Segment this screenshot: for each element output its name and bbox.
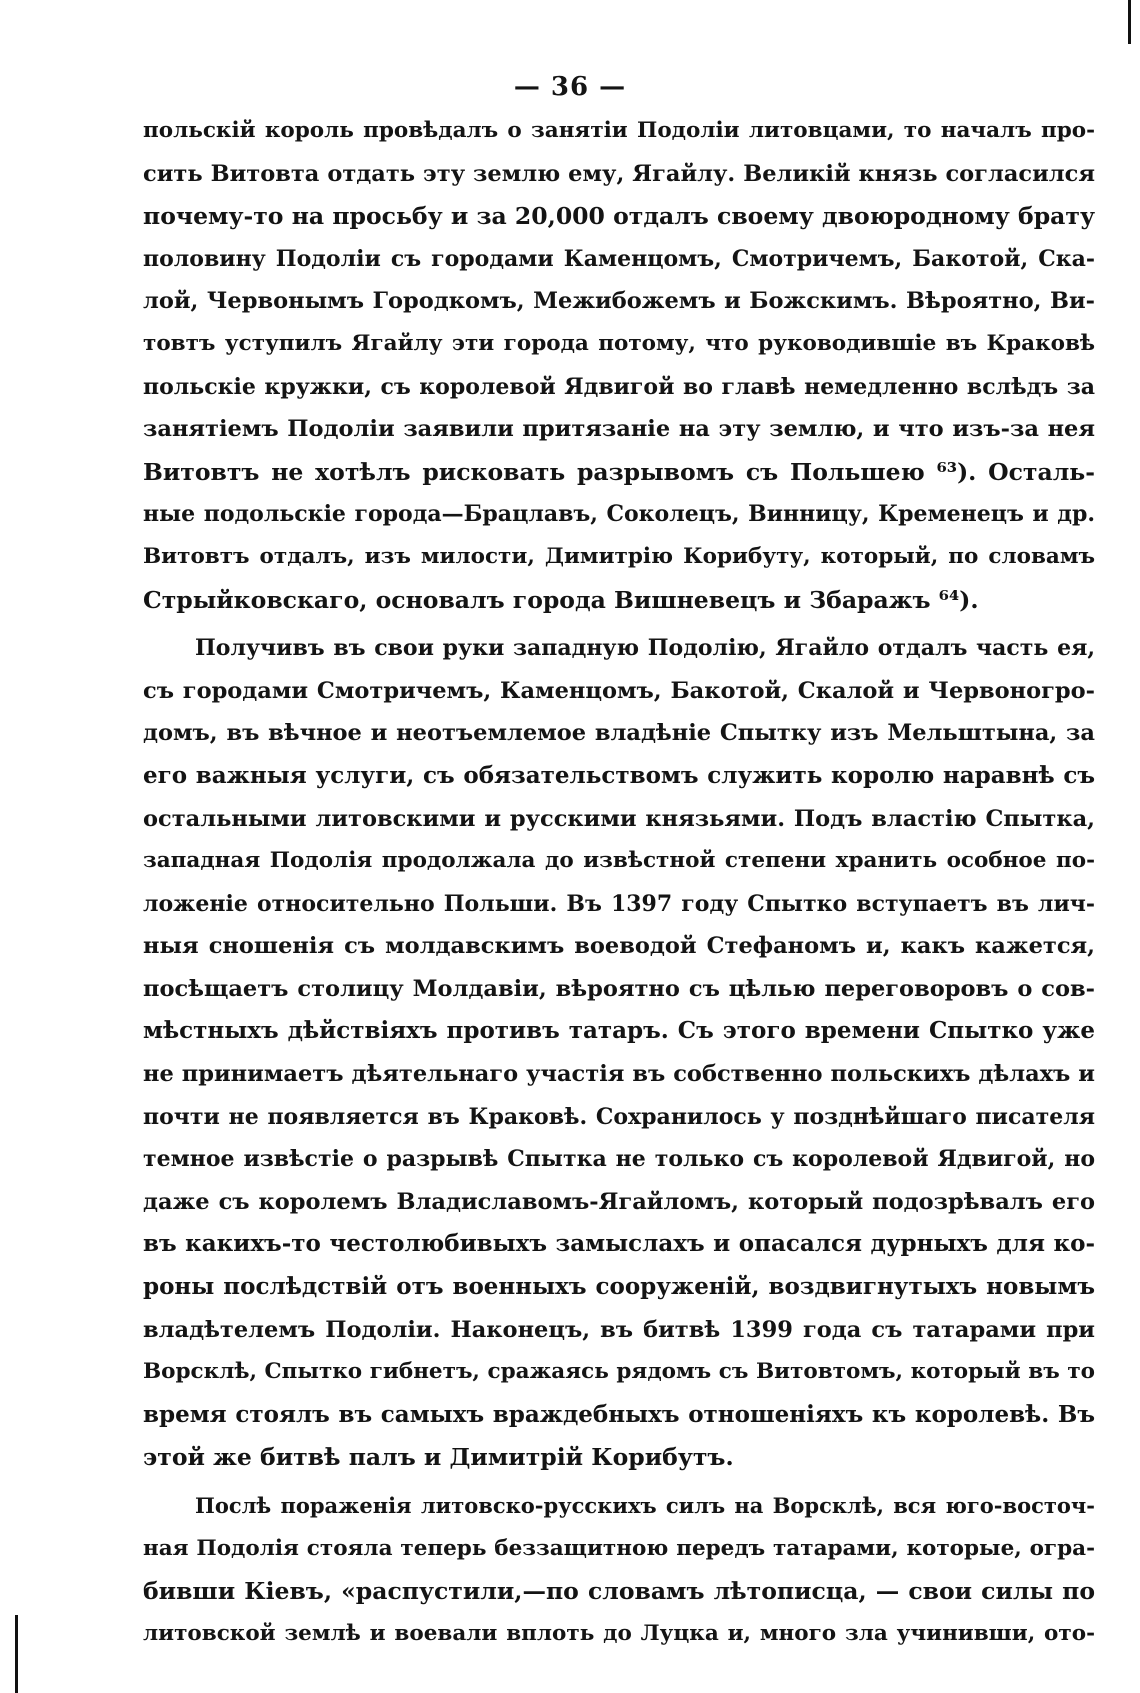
text-line: Витовтъ не хотѣлъ рисковать разрывомъ съ Польшею ⁶³). Осталь- xyxy=(143,457,1095,486)
text-line: домъ, въ вѣчное и неотъемлемое владѣніе Спытку изъ Мельштына, за xyxy=(143,720,1095,747)
text-line: этой же битвѣ палъ и Димитрій Корибутъ. xyxy=(143,1443,734,1472)
text-line: польскій король провѣдалъ о занятіи Подоліи литовцами, то началъ про- xyxy=(143,118,1095,143)
text-line: темное извѣстіе о разрывѣ Спытка не только съ королевой Ядвигой, но xyxy=(143,1146,1095,1173)
text-line: западная Подолія продолжала до извѣстной степени хранить особное по- xyxy=(143,848,1095,874)
text-line: его важныя услуги, съ обязательствомъ служить королю наравнѣ съ xyxy=(143,761,1095,789)
text-line: посѣщаетъ столицу Молдавіи, вѣроятно съ цѣлью переговоровъ о сов- xyxy=(143,975,1095,1002)
text-line: въ какихъ-то честолюбивыхъ замыслахъ и опасался дурныхъ для ко- xyxy=(143,1230,1095,1258)
text-line: половину Подоліи съ городами Каменцомъ, Смотричемъ, Бакотой, Ска- xyxy=(143,245,1095,272)
text-line: владѣтелемъ Подоліи. Наконецъ, въ битвѣ 1399 года съ татарами при xyxy=(143,1316,1095,1343)
text-line: занятіемъ Подоліи заявили притязаніе на эту землю, и что изъ-за нея xyxy=(143,416,1095,443)
scan-edge-mark xyxy=(1128,0,1131,44)
text-line: товтъ уступилъ Ягайлу эти города потому, что руководившіе въ Краковѣ xyxy=(143,330,1095,356)
text-line: съ городами Смотричемъ, Каменцомъ, Бакотой, Скалой и Червоногро- xyxy=(143,677,1095,704)
paragraph xyxy=(143,627,1095,1479)
page-number: — 36 — xyxy=(513,72,627,102)
text-line: мѣстныхъ дѣйствіяхъ противъ татаръ. Съ этого времени Спытко уже xyxy=(143,1017,1095,1045)
text-line: Витовтъ отдалъ, изъ милости, Димитрію Корибуту, который, по словамъ xyxy=(143,543,1095,569)
text-line: остальными литовскими и русскими князьями. Подъ властію Спытка, xyxy=(143,805,1095,832)
text-line: Послѣ пораженія литовско-русскихъ силъ на Ворсклѣ, вся юго-восточ- xyxy=(195,1493,1095,1518)
text-line: Получивъ въ свои руки западную Подолію, Ягайло отдалъ часть ея, xyxy=(195,635,1095,662)
text-line: бивши Кіевъ, «распустили,—по словамъ лѣтописца, — свои силы по xyxy=(143,1577,1095,1606)
text-line: почти не появляется въ Краковѣ. Сохранилось у позднѣйшаго писателя xyxy=(143,1103,1095,1130)
text-line: ная Подолія стояла теперь беззащитною передъ татарами, которые, огра- xyxy=(143,1535,1095,1561)
text-line: Стрыйковскаго, основалъ города Вишневецъ и Збаражъ ⁶⁴). xyxy=(143,585,979,614)
body-text xyxy=(143,110,1095,1655)
scan-edge-mark xyxy=(15,1615,18,1693)
text-line: почему-то на просьбу и за 20,000 отдалъ своему двоюродному брату xyxy=(143,202,1095,231)
paragraph xyxy=(143,110,1095,621)
text-line: польскіе кружки, съ королевой Ядвигой во главѣ немедленно вслѣдъ за xyxy=(143,373,1095,400)
text-line: ные подольскіе города—Брацлавъ, Соколецъ, Винницу, Кременецъ и др. xyxy=(143,501,1095,528)
text-line: время стоялъ въ самыхъ враждебныхъ отношеніяхъ къ королевѣ. Въ xyxy=(143,1400,1095,1428)
text-line: литовской землѣ и воевали вплоть до Луцка и, много зла учинивши, ото- xyxy=(143,1620,1095,1646)
text-line: Ворсклѣ, Спытко гибнетъ, сражаясь рядомъ съ Витовтомъ, который въ то xyxy=(143,1359,1095,1385)
text-line: не принимаетъ дѣятельнаго участія въ собственно польскихъ дѣлахъ и xyxy=(143,1061,1095,1088)
paragraph xyxy=(143,1485,1095,1655)
text-line: даже съ королемъ Владиславомъ-Ягайломъ, который подозрѣвалъ его xyxy=(143,1188,1095,1215)
text-line: ныя сношенія съ молдавскимъ воеводой Стефаномъ и, какъ кажется, xyxy=(143,933,1095,960)
text-line: роны послѣдствій отъ военныхъ сооруженій, воздвигнутыхъ новымъ xyxy=(143,1273,1095,1301)
text-line: ложеніе относительно Польши. Въ 1397 году Спытко вступаетъ въ лич- xyxy=(143,890,1095,917)
text-line: лой, Червонымъ Городкомъ, Межибожемъ и Божскимъ. Вѣроятно, Ви- xyxy=(143,288,1095,315)
text-line: сить Витовта отдать эту землю ему, Ягайлу. Великій князь согласился xyxy=(143,160,1095,187)
